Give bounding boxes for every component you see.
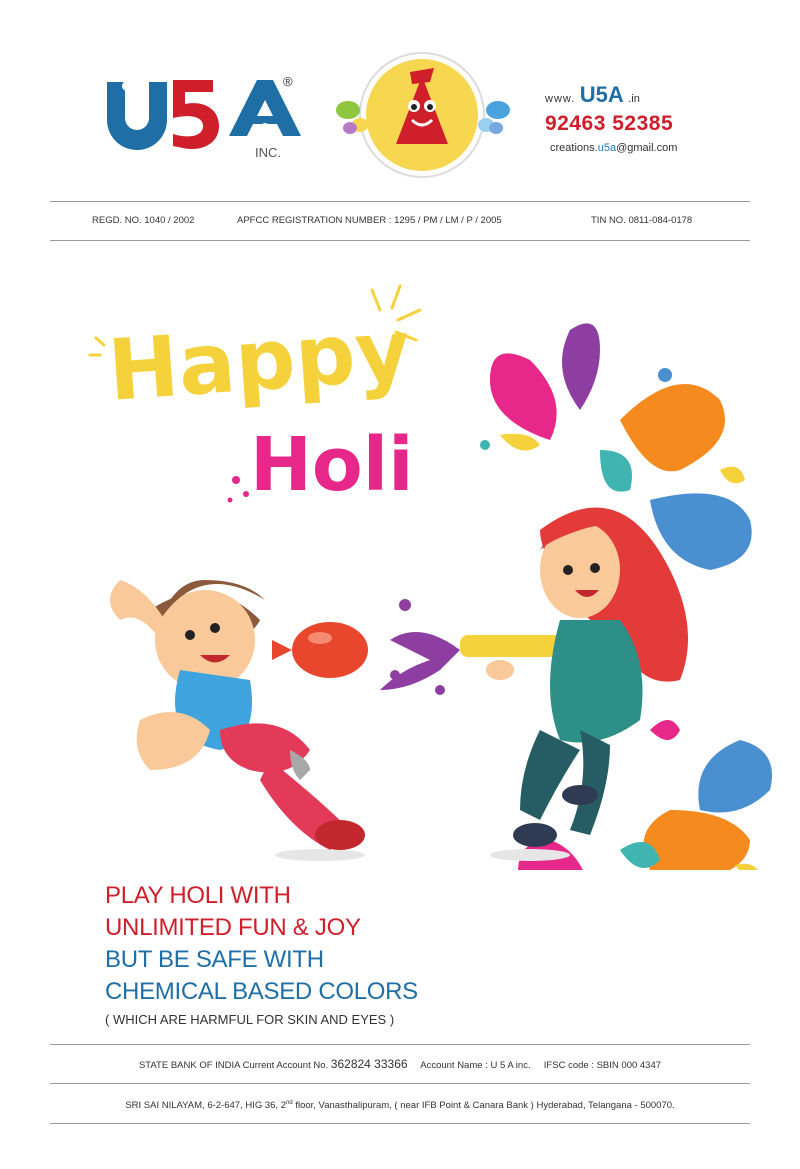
safety-message — [105, 880, 418, 1027]
apfcc-number: APFCC REGISTRATION NUMBER : 1295 / PM / LM / P / 2005 — [237, 215, 502, 226]
divider — [50, 201, 750, 202]
ifsc-code: IFSC code : SBIN 000 4347 — [543, 1060, 662, 1071]
u5a-logo — [105, 70, 305, 165]
regd-number: REGD. NO. 1040 / 2002 — [92, 215, 195, 226]
divider — [50, 1083, 750, 1084]
message-note: ( WHICH ARE HARMFUL FOR SKIN AND EYES ) — [105, 1012, 395, 1027]
holi-text: Holi — [250, 422, 414, 508]
email-address: creations.u5a@gmail.com — [550, 142, 678, 154]
registration-bar — [50, 203, 750, 239]
splash-icon — [380, 599, 460, 695]
bank-details — [50, 1057, 750, 1071]
phone-number: 92463 52385 — [545, 112, 674, 135]
splash-icon — [228, 476, 250, 503]
water-balloon-icon — [272, 622, 368, 678]
tin-number: TIN NO. 0811-084-0178 — [591, 215, 693, 226]
web-prefix: www. — [545, 93, 576, 105]
registered-mark: ® — [283, 74, 293, 89]
gear-icon — [260, 123, 270, 133]
logo-letter-5 — [173, 80, 219, 149]
logo-inc: INC. — [255, 145, 281, 160]
message-line-1: PLAY HOLI WITH — [105, 882, 291, 909]
bank-label: STATE BANK OF INDIA Current Account No. — [138, 1060, 329, 1071]
gear-icon — [122, 81, 132, 91]
happy-text: Happy — [104, 300, 414, 420]
holi-illustration — [0, 250, 800, 870]
message-line-2: UNLIMITED FUN & JOY — [105, 914, 361, 941]
divider — [50, 1044, 750, 1045]
web-brand: U5A — [579, 82, 624, 107]
web-suffix: .in — [628, 93, 640, 105]
message-line-3: BUT BE SAFE WITH — [105, 946, 324, 973]
message-line-4: CHEMICAL BASED COLORS — [105, 978, 418, 1005]
website-logo — [545, 82, 705, 110]
divider — [50, 240, 750, 241]
address: SRI SAI NILAYAM, 6-2-647, HIG 36, 2nd floor, Vanasthalipuram, ( near IFB Point & Canara Bank ) Hyderabad, Telangana - 500070. — [125, 1100, 675, 1112]
account-name: Account Name : U 5 A inc. — [420, 1060, 531, 1071]
mascot-logo — [330, 50, 515, 180]
divider — [50, 1123, 750, 1124]
girl-character — [486, 508, 688, 862]
logo-letter-u — [107, 82, 167, 150]
account-number: 362824 33366 — [330, 1057, 408, 1071]
